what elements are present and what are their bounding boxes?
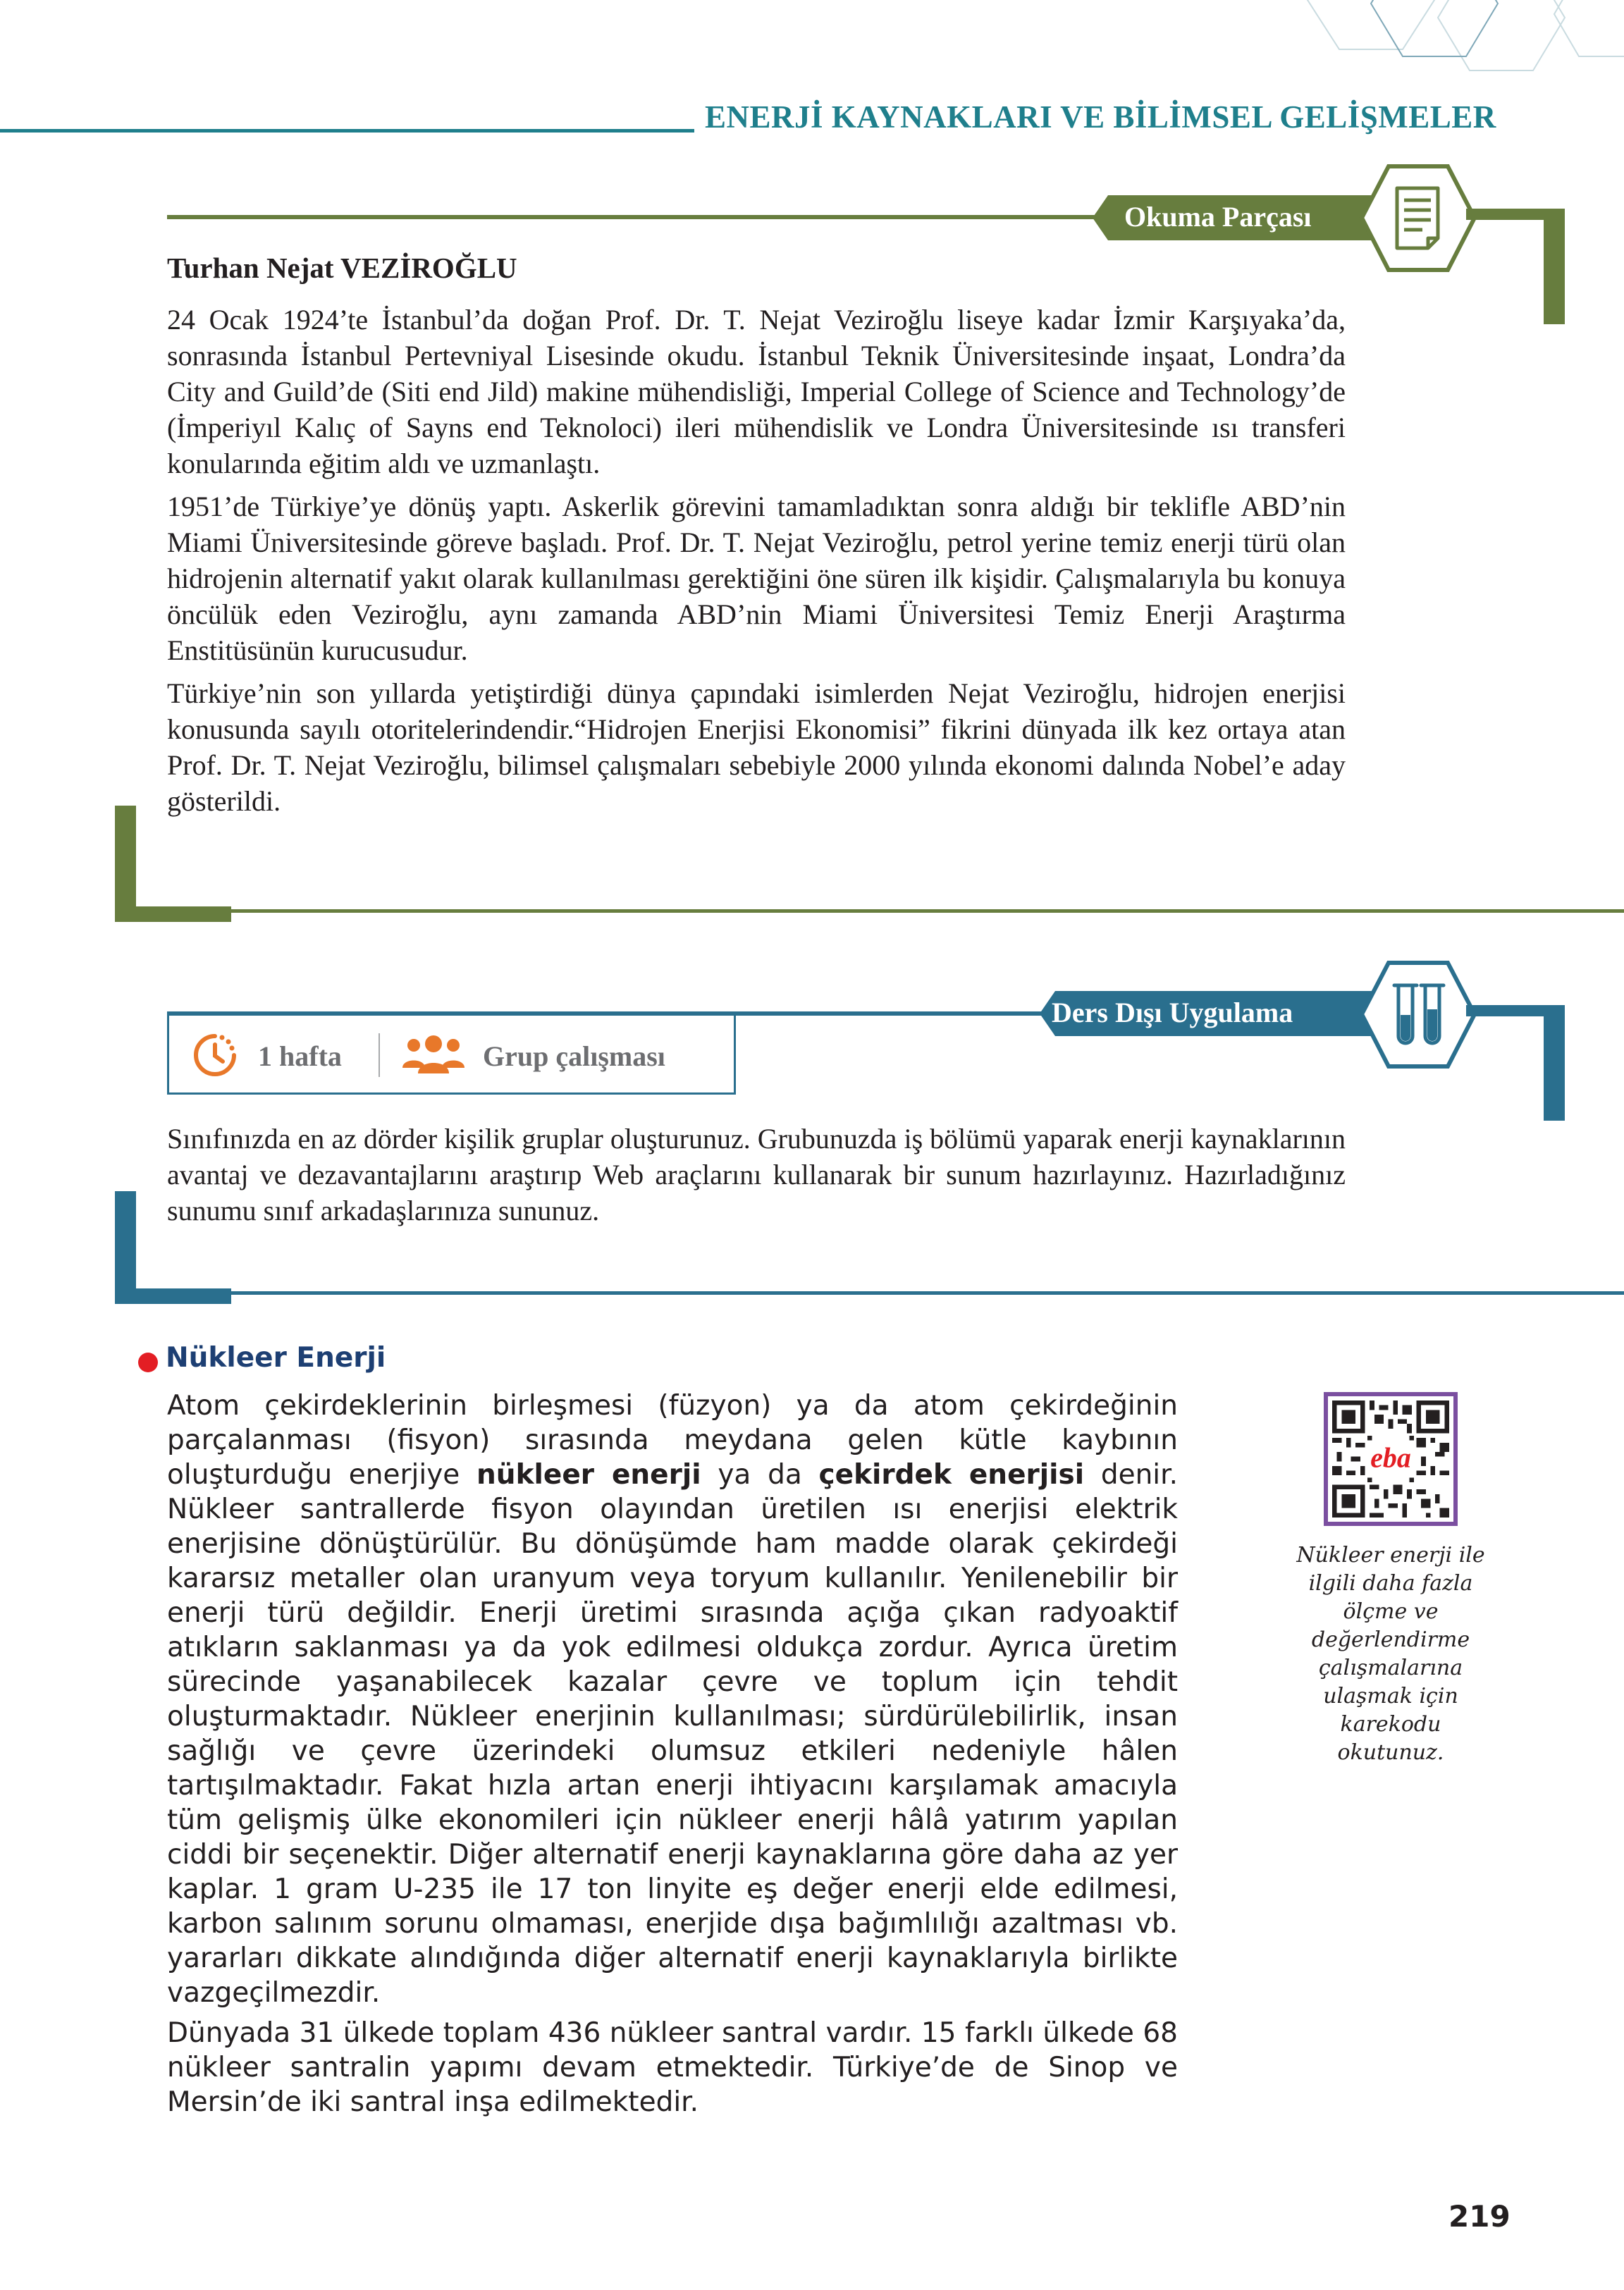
term-core-energy: çekirdek enerjisi bbox=[818, 1459, 1085, 1491]
page-header-title: ENERJİ KAYNAKLARI VE BİLİMSEL GELİŞMELER bbox=[705, 99, 1496, 135]
term-nuclear-energy: nükleer enerji bbox=[476, 1459, 701, 1491]
reading-box-corner-top-side bbox=[1544, 209, 1565, 324]
reading-paragraph: 24 Ocak 1924’te İstanbul’da doğan Prof. Dr. T. Nejat Veziroğlu liseye kadar İzmir Karşıyaka’da, sonrasında İstanbul Pertevniyal Lisesinde okudu. İstanbul Teknik Üniversitesinde inşaat, Londra’da City and Guild’de (Siti end Jild) makine mühendisliği, Imperial College of Science and Technology’de (İmperiyıl Kalıç of Sayns end Teknoloci) ileri mühendislik ve Londra Üniversitesinde ısı transferi konularında eğitim aldı ve uzmanlaştı. bbox=[167, 304, 1346, 479]
activity-box-bottom-rule bbox=[226, 1291, 1624, 1295]
nuclear-body bbox=[167, 1389, 1178, 2125]
header-rule bbox=[0, 129, 694, 133]
qr-caption: Nükleer enerji ile ilgili daha fazla ölçme ve değerlendirme çalışmalarına ulaşmak için karekodu okutunuz. bbox=[1296, 1543, 1485, 1765]
clock-icon bbox=[190, 1030, 240, 1080]
activity-duration: 1 hafta bbox=[258, 1040, 342, 1072]
reading-body bbox=[167, 302, 1346, 826]
activity-group-label: Grup çalışması bbox=[483, 1040, 665, 1072]
activity-box-corner-bottom bbox=[115, 1288, 231, 1304]
reading-paragraph: 1951’de Türkiye’ye dönüş yaptı. Askerlik görevini tamamladıktan sonra aldığı bir teklifle ABD’nin Miami Üniversitesinde göreve başladı. Prof. Dr. T. Nejat Veziroğlu, petrol yerine temiz enerji türü olan hidrojenin alternatif yakıt olarak kullanılması gerektiğini öne süren ilk kişidir. Çalışmalarıyla bu konuya öncülük eden Veziroğlu, aynı zamanda ABD’nin Miami Üniversitesi Temiz Enerji Araştırma Enstitüsünün kurucusudur. bbox=[167, 491, 1346, 666]
group-icon bbox=[400, 1033, 467, 1078]
activity-box-corner-bottom-side bbox=[115, 1191, 136, 1304]
reading-box-bottom-rule bbox=[226, 909, 1624, 913]
activity-body: Sınıfınızda en az dörder kişilik gruplar oluşturunuz. Grubunuzda iş bölümü yaparak enerji kaynaklarının avantaj ve dezavantajlarını araştırıp Web araçlarını kullanarak bir sunum hazırlayınız. Hazırladığınız sunumu sınıf arkadaşlarınıza sununuz. bbox=[167, 1123, 1346, 1226]
reading-box-corner-bottom bbox=[115, 906, 231, 922]
nuclear-paragraph bbox=[167, 1389, 1178, 2010]
reading-box-corner-bottom-side bbox=[115, 806, 136, 922]
section-bullet bbox=[138, 1353, 158, 1372]
reading-tab-label: Okuma Parçası bbox=[1124, 201, 1312, 233]
activity-tab-label: Ders Dışı Uygulama bbox=[1052, 997, 1293, 1028]
reading-box-top-rule bbox=[167, 215, 1097, 219]
text-run: ya da bbox=[701, 1459, 819, 1491]
nuclear-paragraph: Dünyada 31 ülkede toplam 436 nükleer santral vardır. 15 farklı ülkede 68 nükleer santralin yapımı devam etmektedir. Türkiye’de de Sinop ve Mersin’de iki santral inşa edilmektedir. bbox=[167, 2017, 1178, 2118]
reading-paragraph: Türkiye’nin son yıllarda yetiştirdiği dünya çapındaki isimlerden Nejat Veziroğlu, hidrojen enerjisi konusunda sayılı otoritelerindendir.“Hidrojen Enerjisi Ekonomisi” fikrini dünyada ilk kez ortaya atan Prof. Dr. T. Nejat Veziroğlu, bilimsel çalışmaları sebebiyle 2000 yılında ekonomi dalında Nobel’e aday gösterildi. bbox=[167, 677, 1346, 817]
text-run: denir. Nükleer santrallerde fisyon olayından üretilen ısı enerjisi elektrik enerjisine dönüştürülür. Bu dönüşümde ham madde olarak çekirdeği kararsız metaller olan uranyum veya toryum kullanılır. Yenilenebilir bir enerji türü değildir. Enerji üretimi sırasında açığa çıkan radyoaktif atıkların saklanması ya da yok edilmesi oldukça zordur. Ayrıca üretim sürecinde yaşanabilecek kazalar çevre ve toplum için tehdit oluşturmaktadır. Nükleer enerjinin kullanılması; sürdürülebilirlik, insan sağlığı ve çevre üzerindeki olumsuz etkileri nedeniyle hâlen tartışılmaktadır. Fakat hızla artan enerji ihtiyacını karşılamak amacıyla tüm gelişmiş ülke ekonomileri için nükleer enerji hâlâ yatırım yapılan ciddi bir seçenektir. Diğer alternatif enerji kaynaklarına göre daha az yer kaplar. 1 gram U-235 ile 17 ton linyite eş değer enerji elde edilmesi, karbon salınım sorunu olmaması, enerjide dışa bağımlılığı azaltması vb. yararları dikkate alındığında diğer alternatif enerji kaynaklarıyla birlikte vazgeçilmezdir. bbox=[167, 1459, 1178, 2009]
activity-box-corner-top-side bbox=[1544, 1005, 1565, 1121]
hexagon-decoration-icon bbox=[1297, 0, 1624, 92]
document-icon bbox=[1359, 164, 1477, 273]
text-run: Atom çekirdeklerinin birleşmesi (füzyon) ya da atom çekirdeğinin parçalanması (fisyon) sırasında meydana gelen kütle kaybının oluşturduğu enerjiye bbox=[167, 1390, 1178, 1491]
page-number: 219 bbox=[1448, 2199, 1511, 2234]
eba-logo: eba bbox=[1370, 1441, 1411, 1474]
qr-code-icon[interactable] bbox=[1332, 1401, 1449, 1518]
info-separator bbox=[379, 1033, 380, 1077]
reading-person-name: Turhan Nejat VEZİROĞLU bbox=[167, 252, 517, 284]
test-tubes-icon bbox=[1359, 960, 1477, 1069]
section-title: Nükleer Enerji bbox=[166, 1342, 386, 1374]
